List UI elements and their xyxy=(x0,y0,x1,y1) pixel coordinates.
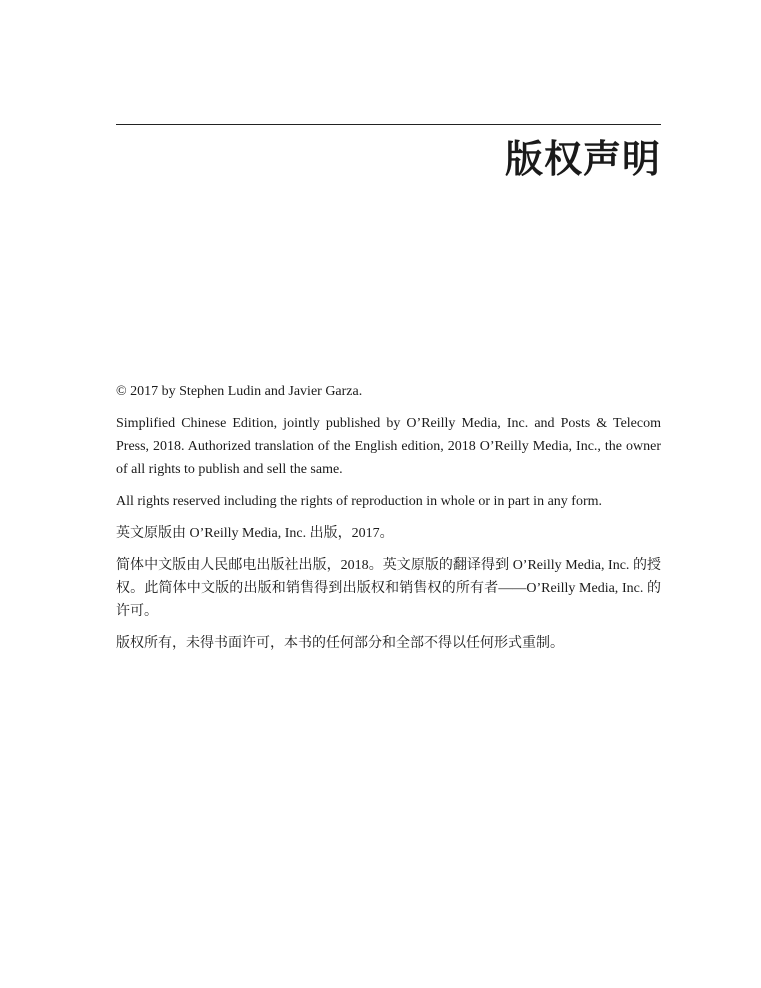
rights-reserved-cn: 版权所有，未得书面许可，本书的任何部分和全部不得以任何形式重制。 xyxy=(116,636,564,651)
copyright-line: © 2017 by Stephen Ludin and Javier Garza. xyxy=(116,384,363,399)
edition-notice: Simplified Chinese Edition, jointly published by O’Reilly Media, Inc. and Posts & Telecom Press, 2018. Authorized translation of the English edition, 2018 O’Reilly Media, Inc., the owner of all rights to publish and sell the same. xyxy=(116,416,661,477)
copyright-page xyxy=(116,0,661,988)
original-publisher-cn: 英文原版由 O’Reilly Media, Inc. 出版，2017。 xyxy=(116,526,394,541)
copyright-body xyxy=(116,380,661,664)
rights-reserved: All rights reserved including the rights of reproduction in whole or in part in any form. xyxy=(116,494,603,509)
page-title: 版权声明 xyxy=(504,137,661,181)
translation-notice-cn: 简体中文版由人民邮电出版社出版，2018。英文原版的翻译得到 O’Reilly Media, Inc. 的授权。此简体中文版的出版和销售得到出版权和销售权的所有者——O’Reilly Media, Inc. 的许可。 xyxy=(116,558,661,619)
top-rule xyxy=(116,124,661,125)
